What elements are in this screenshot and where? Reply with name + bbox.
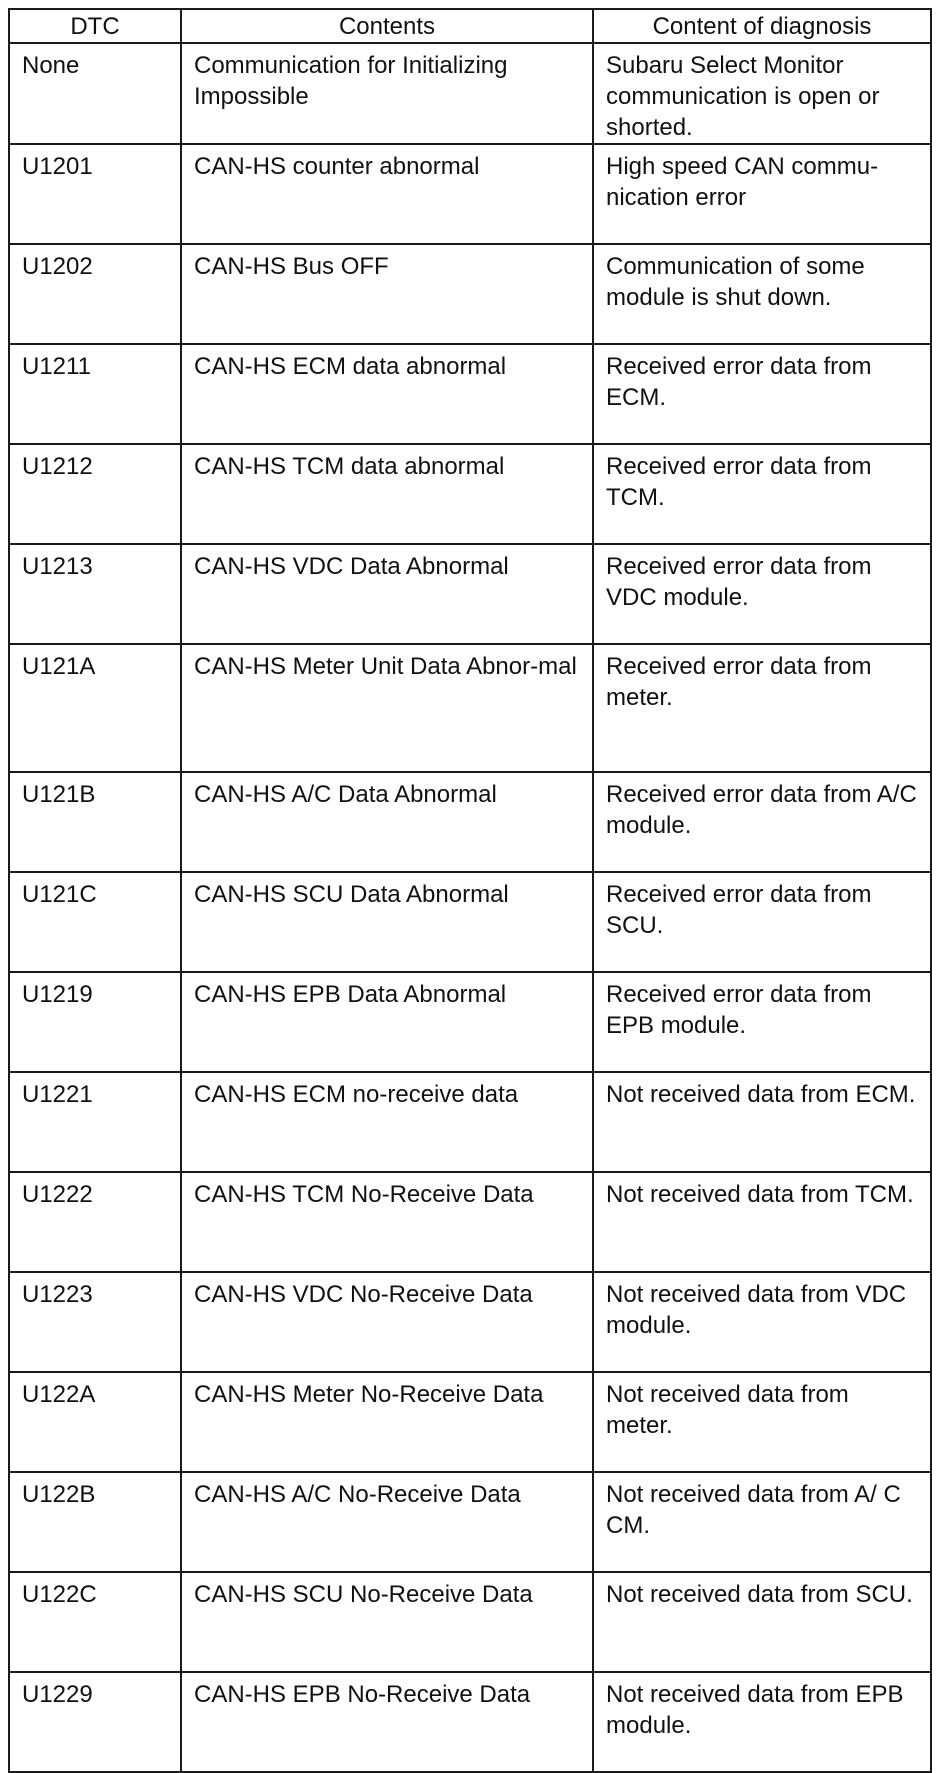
cell-diagnosis: Received error data from A/C module. (593, 772, 931, 872)
cell-dtc: U1201 (9, 144, 181, 244)
cell-contents: CAN-HS TCM data abnormal (181, 444, 593, 544)
cell-contents: CAN-HS Meter No-Receive Data (181, 1372, 593, 1472)
header-dtc: DTC (9, 9, 181, 43)
cell-diagnosis: Not received data from EPB module. (593, 1672, 931, 1772)
cell-dtc: U1221 (9, 1072, 181, 1172)
cell-dtc: U1229 (9, 1672, 181, 1772)
cell-contents: CAN-HS TCM No-Receive Data (181, 1172, 593, 1272)
cell-contents: CAN-HS SCU No-Receive Data (181, 1572, 593, 1672)
cell-diagnosis: Received error data from EPB module. (593, 972, 931, 1072)
cell-dtc: U121B (9, 772, 181, 872)
table-row (9, 43, 931, 144)
cell-diagnosis: High speed CAN commu-nication error (593, 144, 931, 244)
table-body (9, 43, 931, 1772)
header-row (9, 9, 931, 43)
cell-diagnosis: Not received data from meter. (593, 1372, 931, 1472)
cell-contents: CAN-HS A/C Data Abnormal (181, 772, 593, 872)
cell-diagnosis: Subaru Select Monitor communication is open or shorted. (593, 43, 931, 144)
table-row (9, 872, 931, 972)
cell-dtc: U1222 (9, 1172, 181, 1272)
cell-contents: CAN-HS ECM no-receive data (181, 1072, 593, 1172)
cell-diagnosis: Not received data from ECM. (593, 1072, 931, 1172)
cell-diagnosis: Received error data from SCU. (593, 872, 931, 972)
table-header (9, 9, 931, 43)
table-row (9, 544, 931, 644)
table-row (9, 344, 931, 444)
cell-contents: CAN-HS SCU Data Abnormal (181, 872, 593, 972)
cell-dtc: U1212 (9, 444, 181, 544)
cell-contents: CAN-HS counter abnormal (181, 144, 593, 244)
cell-contents: CAN-HS EPB Data Abnormal (181, 972, 593, 1072)
cell-dtc: U1219 (9, 972, 181, 1072)
cell-contents: CAN-HS VDC Data Abnormal (181, 544, 593, 644)
document-page (8, 8, 930, 1773)
table-row (9, 1572, 931, 1672)
table-row (9, 1172, 931, 1272)
cell-dtc: U121A (9, 644, 181, 772)
table-row (9, 1372, 931, 1472)
cell-diagnosis: Received error data from meter. (593, 644, 931, 772)
cell-diagnosis: Received error data from TCM. (593, 444, 931, 544)
cell-diagnosis: Communication of some module is shut down. (593, 244, 931, 344)
cell-dtc: U122B (9, 1472, 181, 1572)
table-row (9, 644, 931, 772)
table-row (9, 144, 931, 244)
cell-dtc: U121C (9, 872, 181, 972)
cell-diagnosis: Not received data from A/ C CM. (593, 1472, 931, 1572)
cell-contents: CAN-HS VDC No-Receive Data (181, 1272, 593, 1372)
cell-dtc: U122C (9, 1572, 181, 1672)
cell-diagnosis: Received error data from VDC module. (593, 544, 931, 644)
table-row (9, 772, 931, 872)
cell-dtc: U122A (9, 1372, 181, 1472)
cell-contents: CAN-HS ECM data abnormal (181, 344, 593, 444)
header-diagnosis: Content of diagnosis (593, 9, 931, 43)
table-row (9, 1272, 931, 1372)
cell-dtc: U1202 (9, 244, 181, 344)
cell-diagnosis: Not received data from VDC module. (593, 1272, 931, 1372)
table-row (9, 1072, 931, 1172)
cell-dtc: None (9, 43, 181, 144)
table-row (9, 444, 931, 544)
header-contents: Contents (181, 9, 593, 43)
cell-contents: Communication for Initializing Impossible (181, 43, 593, 144)
cell-diagnosis: Received error data from ECM. (593, 344, 931, 444)
cell-contents: CAN-HS Meter Unit Data Abnor-mal (181, 644, 593, 772)
cell-contents: CAN-HS Bus OFF (181, 244, 593, 344)
cell-contents: CAN-HS EPB No-Receive Data (181, 1672, 593, 1772)
dtc-table (8, 8, 932, 1773)
cell-contents: CAN-HS A/C No-Receive Data (181, 1472, 593, 1572)
cell-dtc: U1211 (9, 344, 181, 444)
cell-diagnosis: Not received data from SCU. (593, 1572, 931, 1672)
table-row (9, 244, 931, 344)
table-row (9, 972, 931, 1072)
cell-dtc: U1213 (9, 544, 181, 644)
table-row (9, 1472, 931, 1572)
table-row (9, 1672, 931, 1772)
cell-dtc: U1223 (9, 1272, 181, 1372)
cell-diagnosis: Not received data from TCM. (593, 1172, 931, 1272)
